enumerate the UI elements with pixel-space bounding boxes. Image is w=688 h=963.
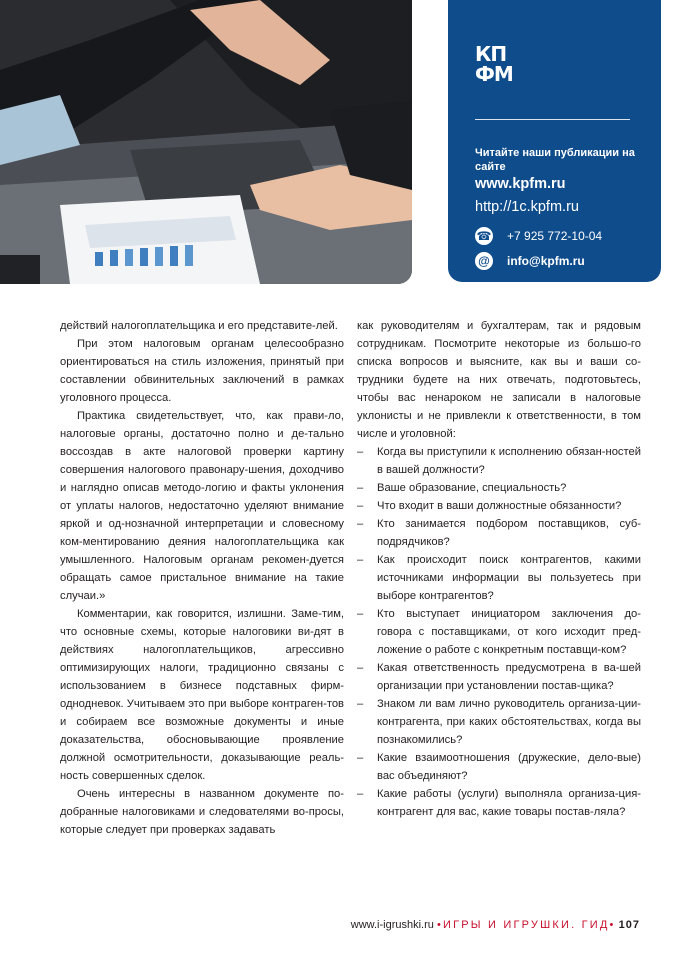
- kpfm-logo: КП ФМ: [475, 42, 513, 86]
- brand-panel: [448, 0, 661, 282]
- paragraph: действий налогоплательщика и его представите-лей.: [60, 320, 338, 332]
- brand-divider: [475, 119, 630, 120]
- intro-paragraph: как руководителям и бухгалтерам, так и рядовым сотрудникам. Посмотрите некоторые из большо-го списка вопросов и выясните, как вы и ваши со-трудники будете на них отвечать, подготовьтесь, чтобы вас ненароком не записали в налоговые уклонисты и не привлекли к ответственности, в том числе и уголовной:: [357, 320, 641, 440]
- question-item: – Как происходит поиск контрагентов, какими источниками информации вы пользуетесь при выборе контрагентов?: [357, 554, 641, 602]
- question-item: – Что входит в ваши должностные обязанности?: [357, 500, 622, 512]
- page-footer: [351, 919, 640, 931]
- question-item: – Ваше образование, специальность?: [357, 482, 567, 494]
- site-link-main[interactable]: www.kpfm.ru: [475, 176, 566, 192]
- footer-magazine-title: •ИГРЫ И ИГРУШКИ. ГИД•: [436, 919, 616, 931]
- site-link-1c[interactable]: http://1c.kpfm.ru: [475, 199, 579, 215]
- left-column: [60, 317, 344, 839]
- question-item: – Когда вы приступили к исполнению обязан-ностей в вашей должности?: [357, 446, 641, 476]
- question-item: – Кто выступает инициатором заключения до-говора с поставщиками, от кого исходит пред-ложение о работе с конкретным поставщи-ком?: [357, 608, 641, 656]
- phone-icon: ☎: [476, 229, 492, 243]
- question-item: – Кто занимается подбором поставщиков, суб-подрядчиков?: [357, 518, 641, 548]
- business-meeting-illustration: [0, 0, 412, 284]
- question-item: – Какие работы (услуги) выполняла организа-ция-контрагент для вас, какие товары постав-ляла?: [357, 788, 641, 818]
- read-publications-text: Читайте наши публикации на сайте: [475, 147, 635, 173]
- question-item: – Знаком ли вам лично руководитель организа-ции-контрагента, при каких обстоятельствах, когда вы познакомились?: [357, 698, 641, 746]
- email-address: info@kpfm.ru: [507, 254, 585, 268]
- phone-number: +7 925 772-10-04: [507, 229, 603, 243]
- right-column: [357, 317, 641, 821]
- paragraph: При этом налоговым органам целесообразно ориентироваться на стиль изложения, принятый при составлении обвинительных заключений в рамках уголовного процесса.: [60, 338, 344, 404]
- question-item: – Какая ответственность предусмотрена в ва-шей организации при установлении постав-щика?: [357, 662, 641, 692]
- page-number: 107: [618, 919, 640, 931]
- at-icon: @: [475, 252, 493, 270]
- footer-site[interactable]: www.i-igrushki.ru: [350, 919, 434, 931]
- question-item: – Какие взаимоотношения (дружеские, дело-вые) вас объединяют?: [357, 752, 641, 782]
- paragraph: Комментарии, как говорится, излишни. Заме-тим, что основные схемы, которые налоговики ви-дят в действиях налогоплательщиков, агрессивно оптимизирующих налоги, традиционно связаны с использованием в бизнесе подставных фирм-однодневок. Учитываем это при выборе контраген-тов и собираем все возможные документы и иные доказательства, обосновывающие проявление должной осмотрительности, доказывающие реаль-ность совершенных сделок.: [60, 608, 344, 782]
- email-contact[interactable]: [475, 252, 585, 270]
- phone-contact[interactable]: [475, 227, 602, 245]
- paragraph: Очень интересны в названном документе по-добранные налоговиками и следователями во-просы, которые следует при проверках задавать: [60, 788, 344, 836]
- header-photo: [0, 0, 412, 284]
- paragraph: Практика свидетельствует, что, как прави-ло, налоговые органы, достаточно полно и де-тально воссоздав в акте налоговой проверки картину совершения налогового правонару-шения, доходчиво и наглядно описав методо-логию и факты уклонения от уплаты налогов, недостаточно уделяют внимание яркой и од-нозначной интерпретации и словесному ком-ментированию деяния налогоплательщика как умышленного. Налоговым органам рекомен-дуется обращать самое пристальное внимание на такие случаи.»: [60, 410, 344, 602]
